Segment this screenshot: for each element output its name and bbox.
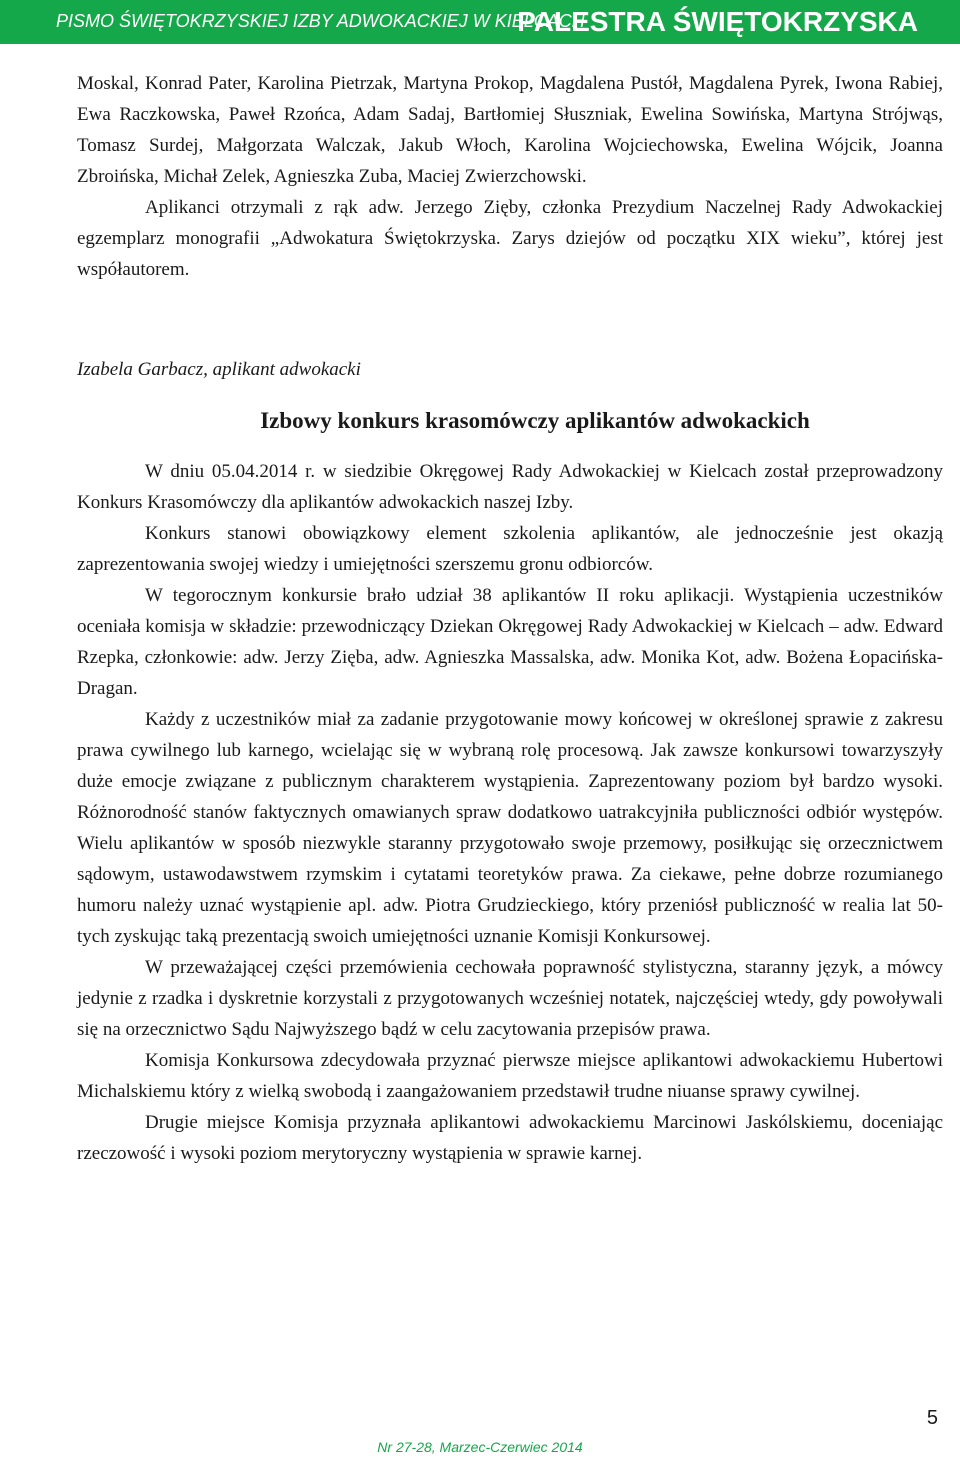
article-author: Izabela Garbacz, aplikant adwokacki bbox=[77, 359, 361, 380]
paragraph-jury: W tegorocznym konkursie brało udział 38 aplikantów II roku aplikacji. Wystąpienia uczestników oceniała komisja w składzie: przewodniczący Dziekan Okręgowej Rady Adwokackiej w Kielcach – adw. Edward Rzepka, członkowie: adw. Jerzy Zięba, adw. Agnieszka Massalska, adw. Monika Kot, adw. Bożena Łopacińska-Dragan. bbox=[77, 585, 943, 699]
publication-title: PALESTRA ŚWIĘTOKRZYSKA bbox=[517, 6, 918, 37]
article-title: Izbowy konkurs krasomówczy aplikantów adwokackich bbox=[260, 408, 810, 433]
publication-subtitle: PISMO ŚWIĘTOKRZYSKIEJ IZBY ADWOKACKIEJ W KIELCACH bbox=[56, 11, 585, 31]
paragraph-monograph: Aplikanci otrzymali z rąk adw. Jerzego Zięby, członka Prezydium Naczelnej Rady Adwokackiej egzemplarz monografii „Adwokatura Świętokrzyska. Zarys dziejów od początku XIX wieku”, której jest współautorem. bbox=[77, 197, 943, 280]
article-body bbox=[77, 68, 943, 1169]
issue-footer: Nr 27-28, Marzec-Czerwiec 2014 bbox=[377, 1439, 583, 1455]
paragraph-task: Każdy z uczestników miał za zadanie przygotowanie mowy końcowej w określonej sprawie z zakresu prawa cywilnego lub karnego, wcielając się w wybraną rolę procesową. Jak zawsze konkursowi towarzyszyły duże emocje związane z publicznym charakterem wystąpienia. Zaprezentowany poziom był bardzo wysoki. Różnorodność stanów faktycznych omawianych spraw dodatkowo uatrakcyjniła publiczności odbiór występów. Wielu aplikantów w sposób niezwykle staranny przygotowało swoje przemowy, posiłkując się orzecznictwem sądowym, ustawodawstwem rzymskim i cytatami teoretyków prawa. Za ciekawe, pełne dobrze rozumianego humoru należy uznać wystąpienie apl. adw. Piotra Grudzieckiego, który przeniósł publiczność w realia lat 50-tych zyskując taką prezentacją swoich umiejętności uznanie Komisji Konkursowej. bbox=[77, 709, 943, 947]
paragraph-second-place: Drugie miejsce Komisja przyznała aplikantowi adwokackiemu Marcinowi Jaskólskiemu, doceniając rzeczowość i wysoki poziom merytoryczny wystąpienia w sprawie karnej. bbox=[77, 1112, 943, 1164]
page-number: 5 bbox=[926, 1407, 938, 1429]
paragraph-style: W przeważającej części przemówienia cechowała poprawność stylistyczna, staranny język, a mówcy jedynie z rzadka i dyskretnie korzystali z przygotowanych wcześniej notatek, najczęściej wtedy, gdy powoływali się na orzecznictwo Sądu Najwyższego bądź w celu zacytowania przepisów prawa. bbox=[77, 957, 943, 1040]
page-header bbox=[0, 0, 960, 44]
paragraph-contest-date: W dniu 05.04.2014 r. w siedzibie Okręgowej Rady Adwokackiej w Kielcach został przeprowadzony Konkurs Krasomówczy dla aplikantów adwokackich naszej Izby. bbox=[77, 461, 943, 513]
paragraph-contest-purpose: Konkurs stanowi obowiązkowy element szkolenia aplikantów, ale jednocześnie jest okazją zaprezentowania swojej wiedzy i umiejętności szerszemu gronu odbiorców. bbox=[77, 523, 943, 575]
paragraph-participants-list: Moskal, Konrad Pater, Karolina Pietrzak, Martyna Prokop, Magdalena Pustół, Magdalena Pyrek, Iwona Rabiej, Ewa Raczkowska, Paweł Rzońca, Adam Sadaj, Bartłomiej Słuszniak, Ewelina Sowińska, Martyna Strójwąs, Tomasz Surdej, Małgorzata Walczak, Jakub Włoch, Karolina Wojciechowska, Ewelina Wójcik, Joanna Zbroińska, Michał Zelek, Agnieszka Zuba, Maciej Zwierzchowski. bbox=[77, 73, 943, 187]
paragraph-first-place: Komisja Konkursowa zdecydowała przyznać pierwsze miejsce aplikantowi adwokackiemu Hubertowi Michalskiemu który z wielką swobodą i zaangażowaniem przedstawił trudne niuanse sprawy cywilnej. bbox=[77, 1050, 943, 1102]
